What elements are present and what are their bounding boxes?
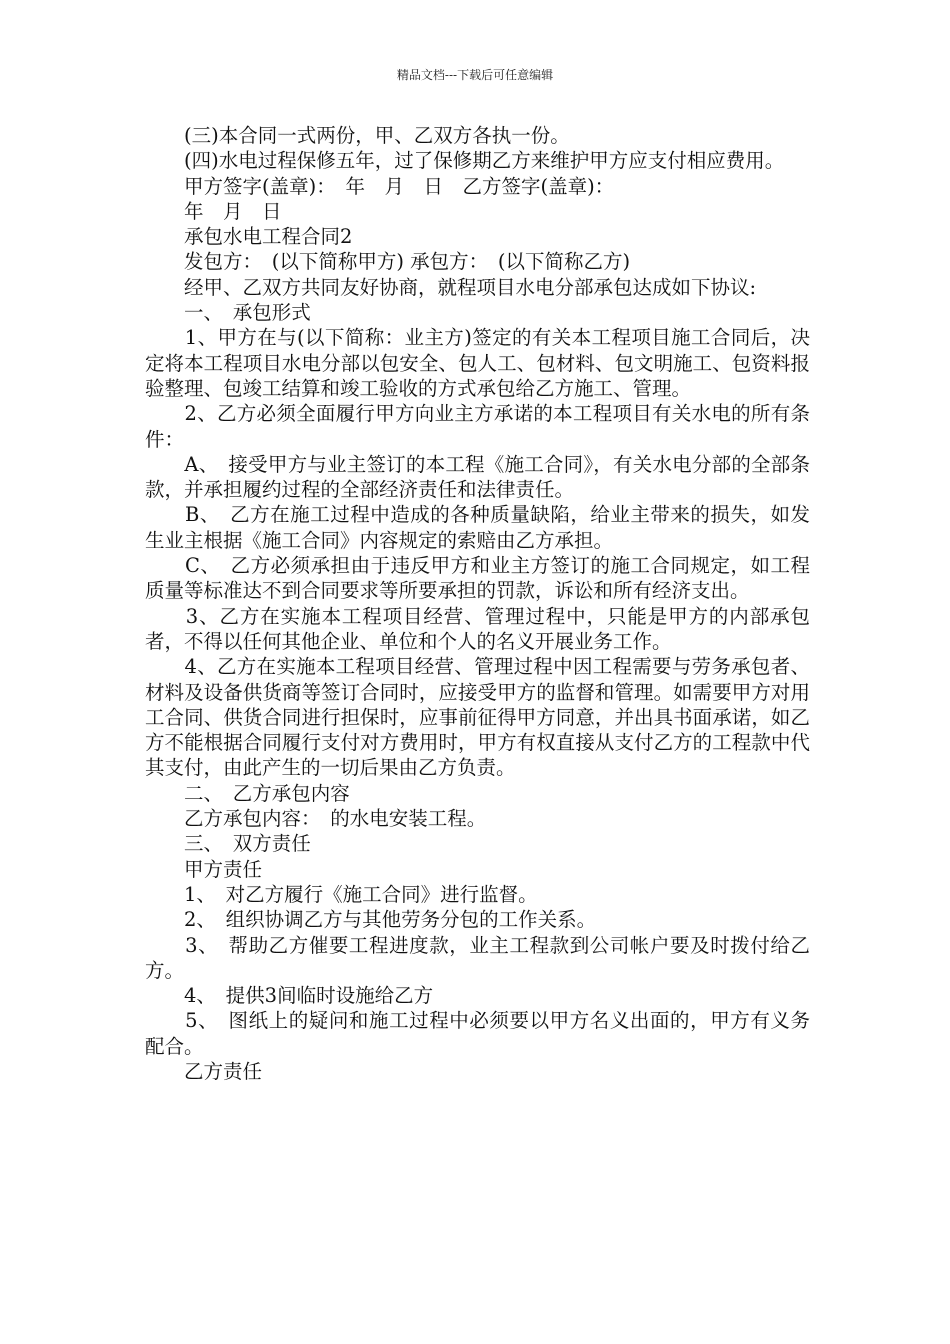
subsection-heading: 甲方责任 <box>145 857 263 881</box>
page-header: 精品文档---下载后可任意编辑 <box>396 68 554 82</box>
subsection-heading: 乙方责任 <box>145 1059 263 1083</box>
paragraph: 年 月 日 <box>145 199 282 223</box>
paragraph: 4、 提供3间临时设施给乙方 <box>145 984 434 1008</box>
paragraph: 发包方： (以下简称甲方) 承包方： (以下简称乙方) <box>145 250 631 274</box>
paragraph: 1、 对乙方履行《施工合同》进行监督。 <box>145 882 538 906</box>
paragraph: B、 乙方在施工过程中造成的各种质量缺陷，给业主带来的损失，如发生业主根据《施工合同》内容规定的索赔由乙方承担。 <box>145 503 810 552</box>
section-heading: 一、 承包形式 <box>145 301 311 325</box>
paragraph: C、 乙方必须承担由于违反甲方和业主方签订的施工合同规定，如工程质量等标准达不到合同要求等所要承担的罚款，诉讼和所有经济支出。 <box>145 554 810 603</box>
paragraph: 4、乙方在实施本工程项目经营、管理过程中因工程需要与劳务承包者、材料及设备供货商等签订合同时，应接受甲方的监督和管理。如需要甲方对用工合同、供货合同进行担保时，应事前征得甲方同意，并出具书面承诺，如乙方不能根据合同履行支付对方费用时，甲方有权直接从支付乙方的工程款中代其支付，由此产生的一切后果由乙方负责。 <box>145 655 810 780</box>
document-body <box>145 123 810 1084</box>
paragraph: (三)本合同一式两份，甲、乙双方各执一份。 <box>145 124 570 147</box>
paragraph: 3、乙方在实施本工程项目经营、管理过程中，只能是甲方的内部承包者，不得以任何其他企业、单位和个人的名义开展业务工作。 <box>145 604 810 653</box>
section-heading: 三、 双方责任 <box>145 832 311 856</box>
paragraph: 经甲、乙双方共同友好协商，就程项目水电分部承包达成如下协议: <box>145 275 757 299</box>
paragraph: 2、 组织协调乙方与其他劳务分包的工作关系。 <box>145 908 597 932</box>
section-title: 承包水电工程合同2 <box>145 225 353 249</box>
paragraph: 5、 图纸上的疑问和施工过程中必须要以甲方名义出面的，甲方有义务配合。 <box>145 1009 810 1058</box>
paragraph: 2、乙方必须全面履行甲方向业主方承诺的本工程项目有关水电的所有条件： <box>145 402 810 451</box>
paragraph: 甲方签字(盖章)： 年 月 日 乙方签字(盖章)： <box>145 174 615 198</box>
section-heading: 二、 乙方承包内容 <box>145 781 350 805</box>
paragraph: (四)水电过程保修五年，过了保修期乙方来维护甲方应支付相应费用。 <box>145 149 785 173</box>
paragraph: 1、甲方在与(以下简称：业主方)签定的有关本工程项目施工合同后，决定将本工程项目水电分部以包安全、包人工、包材料、包文明施工、包资料报验整理、包竣工结算和竣工验收的方式承包给乙方施工、管理。 <box>145 326 810 400</box>
paragraph: 3、 帮助乙方催要工程进度款，业主工程款到公司帐户要及时拨付给乙方。 <box>145 933 810 982</box>
paragraph: 乙方承包内容： 的水电安装工程。 <box>145 807 487 831</box>
paragraph: A、 接受甲方与业主签订的本工程《施工合同》，有关水电分部的全部条款，并承担履约过程的全部经济责任和法律责任。 <box>145 452 810 502</box>
